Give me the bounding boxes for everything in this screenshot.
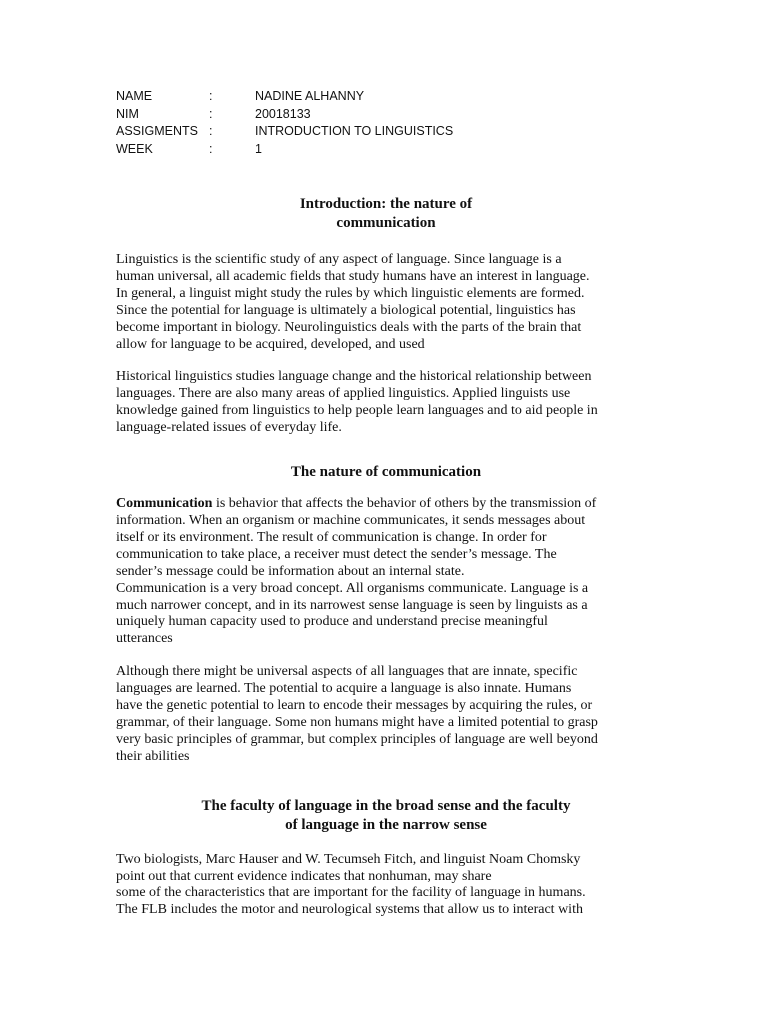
text-line: their abilities <box>116 748 190 764</box>
paragraph-communication-definition <box>116 496 656 648</box>
text-line: Historical linguistics studies language change and the historical relationship between <box>116 369 592 385</box>
text-line: The FLB includes the motor and neurological systems that allow us to interact with <box>116 902 583 918</box>
text-line: Linguistics is the scientific study of any aspect of language. Since language is a <box>116 252 562 267</box>
text-line: information. When an organism or machine communicates, it sends messages about <box>116 512 586 528</box>
text-line: languages are learned. The potential to acquire a language is also innate. Humans <box>116 681 572 697</box>
heading-line: communication <box>336 215 436 231</box>
section-heading-faculty-of-language <box>116 797 656 835</box>
document-body <box>116 195 656 919</box>
text-line: have the genetic potential to learn to encode their messages by acquiring the rules, or <box>116 698 593 714</box>
info-value: INTRODUCTION TO LINGUISTICS <box>255 124 454 138</box>
info-row-nim <box>116 106 453 124</box>
text-line: some of the characteristics that are important for the facility of language in humans. <box>116 885 586 901</box>
heading-line: of language in the narrow sense <box>285 816 487 833</box>
paragraph-historical-linguistics <box>116 369 656 437</box>
info-row-assignments <box>116 123 453 141</box>
text-line: become important in biology. Neurolinguistics deals with the parts of the brain that <box>116 319 582 335</box>
info-label: NIM <box>116 106 139 121</box>
info-value: 20018133 <box>255 106 311 121</box>
text-line: In general, a linguist might study the rules by which linguistic elements are formed. <box>116 285 585 301</box>
text-line: grammar, of their language. Some non humans might have a limited potential to grasp <box>116 714 598 730</box>
text-line: language-related issues of everyday life. <box>116 420 342 436</box>
info-label: ASSIGMENTS <box>116 124 198 138</box>
info-colon: : <box>209 106 213 121</box>
heading-line: The nature of communication <box>290 464 482 481</box>
heading-line: The faculty of language in the broad sense and the faculty <box>201 797 571 814</box>
info-value: 1 <box>255 141 262 156</box>
text-line: allow for language to be acquired, developed, and used <box>116 336 425 352</box>
text-line: Communication is a very broad concept. All organisms communicate. Language is a <box>116 580 589 596</box>
paragraph-linguistics-definition <box>116 252 656 353</box>
text-line: knowledge gained from linguistics to help people learn languages and to aid people in <box>116 403 598 419</box>
info-colon: : <box>209 124 213 138</box>
text-line: sender’s message could be information about an internal state. <box>116 563 465 579</box>
text-line: much narrower concept, and in its narrowest sense language is seen by linguists as a <box>116 597 588 613</box>
text-line: Since the potential for language is ultimately a biological potential, linguistics has <box>116 302 576 318</box>
text-line: point out that current evidence indicates that nonhuman, may share <box>116 868 492 884</box>
text-line: itself or its environment. The result of communication is change. In order for <box>116 529 547 545</box>
info-row-week <box>116 141 453 159</box>
text-line: very basic principles of grammar, but complex principles of language are well beyond <box>116 731 598 747</box>
info-colon: : <box>209 141 213 156</box>
text-line: Two biologists, Marc Hauser and W. Tecumseh Fitch, and linguist Noam Chomsky <box>116 851 581 867</box>
heading-line: Introduction: the nature of <box>299 196 473 212</box>
section-heading-nature-of-communication <box>116 463 656 482</box>
info-label: NAME <box>116 89 153 103</box>
text-line: human universal, all academic fields that study humans have an interest in language. <box>116 268 590 284</box>
info-row-name <box>116 88 453 106</box>
bold-term-communication: Communication <box>116 496 213 512</box>
student-info-block <box>116 88 453 158</box>
text-line: utterances <box>116 631 173 647</box>
text-fragment: is behavior that affects the behavior of others by the transmission of <box>212 496 597 512</box>
info-colon: : <box>209 89 213 103</box>
text-line: communication to take place, a receiver must detect the sender’s message. The <box>116 546 557 562</box>
info-label: WEEK <box>116 141 153 156</box>
section-heading-introduction <box>116 195 656 233</box>
text-line: Although there might be universal aspects of all languages that are innate, specific <box>116 664 578 680</box>
paragraph-universal-aspects <box>116 664 656 765</box>
info-value: NADINE ALHANNY <box>255 89 365 103</box>
text-line: languages. There are also many areas of applied linguistics. Applied linguists use <box>116 386 571 402</box>
text-line: uniquely human capacity used to produce and understand precise meaningful <box>116 614 548 630</box>
paragraph-hauser-fitch-chomsky <box>116 852 656 920</box>
text-line <box>116 496 656 513</box>
